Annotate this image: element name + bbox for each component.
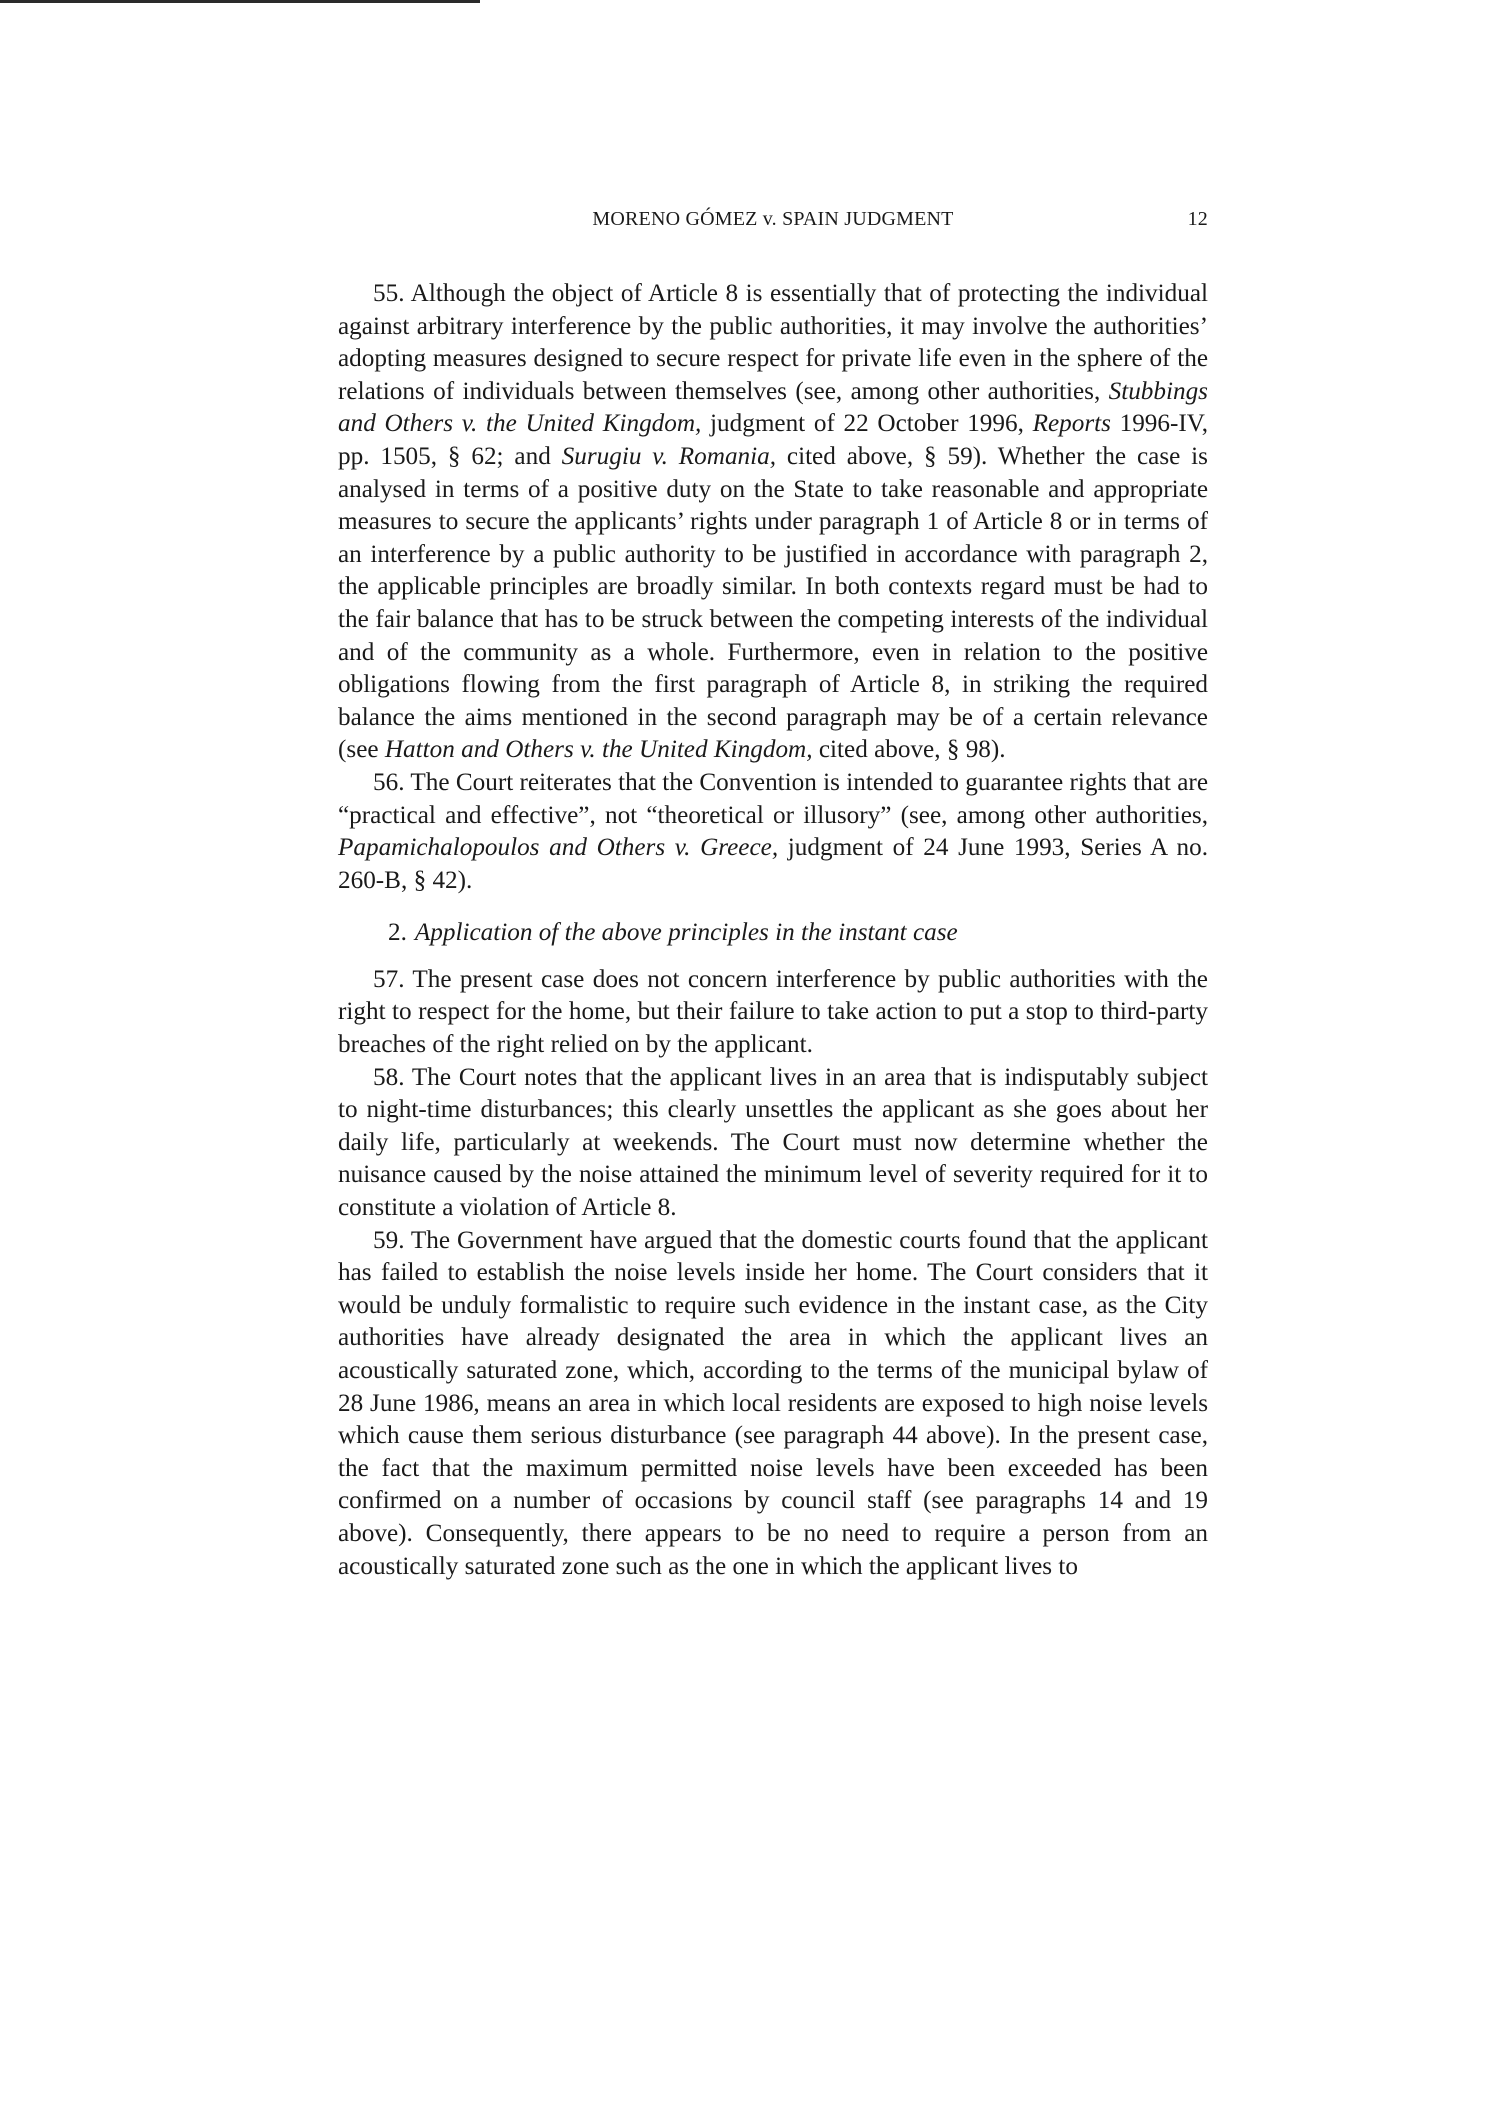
page-header: [338, 208, 1208, 238]
paragraph-56: 56. The Court reiterates that the Convention is intended to guarantee rights that are “practical and effective”, not “theoretical or illusory” (see, among other authorities, Papamichalopoulos and Others v. Greece, judgment of 24 June 1993, Series A no. 260-B, § 42).: [338, 768, 1208, 894]
case-citation: Stubbings and Others v. the United Kingdom,: [338, 377, 1208, 438]
section-number: 2.: [388, 919, 407, 947]
paragraph-57: 57. The present case does not concern interference by public authorities with the right to respect for the home, but their failure to take action to put a stop to third-party breaches of the right relied on by the applicant.: [338, 965, 1208, 1059]
section-heading: [338, 917, 1208, 950]
scan-edge-line: [0, 0, 480, 3]
running-title: MORENO GÓMEZ v. SPAIN JUDGMENT: [592, 208, 954, 230]
case-citation: Hatton and Others v. the United Kingdom,: [384, 736, 813, 764]
judgment-body: [338, 278, 1208, 1583]
reports-citation: Reports: [1032, 410, 1111, 438]
paragraph-59: 59. The Government have argued that the domestic courts found that the applicant has failed to establish the noise levels inside her home. The Court considers that it would be unduly formalistic to require such evidence in the instant case, as the City authorities have already designated the area in which the applicant lives an acoustically saturated zone, which, according to the terms of the municipal bylaw of 28 June 1986, means an area in which local residents are exposed to high noise levels which cause them serious disturbance (see paragraph 44 above). In the present case, the fact that the maximum permitted noise levels have been exceeded has been confirmed on a number of occasions by council staff (see paragraphs 14 and 19 above). Consequently, there appears to be no need to require a person from an acoustically saturated zone such as the one in which the applicant lives to: [338, 1226, 1208, 1580]
case-citation: Surugiu v. Romania,: [561, 442, 777, 470]
section-title: Application of the above principles in the instant case: [414, 919, 958, 947]
paragraph-55: 55. Although the object of Article 8 is essentially that of protecting the individual against arbitrary interference by the public authorities, it may involve the authorities’ adopting measures designed to secure respect for private life even in the sphere of the relations of individuals between themselves (see, among other authorities, Stubbings and Others v. the United Kingdom, judgment of 22 October 1996, Reports 1996-IV, pp. 1505, § 62; and Surugiu v. Romania, cited above, § 59). Whether the case is analysed in terms of a positive duty on the State to take reasonable and appropriate measures to secure the applicants’ rights under paragraph 1 of Article 8 or in terms of an interference by a public authority to be justified in accordance with paragraph 2, the applicable principles are broadly similar. In both contexts regard must be had to the fair balance that has to be struck between the competing interests of the individual and of the community as a whole. Furthermore, even in relation to the positive obligations flowing from the first paragraph of Article 8, in striking the required balance the aims mentioned in the second paragraph may be of a certain relevance (see Hatton and Others v. the United Kingdom, cited above, § 98).: [338, 280, 1209, 764]
case-citation: Papamichalopoulos and Others v. Greece,: [338, 834, 779, 862]
paragraph-58: 58. The Court notes that the applicant lives in an area that is indisputably subject to night-time disturbances; this clearly unsettles the applicant as she goes about her daily life, particularly at weekends. The Court must now determine whether the nuisance caused by the noise attained the minimum level of severity required for it to constitute a violation of Article 8.: [338, 1063, 1208, 1222]
page-number: 12: [1187, 208, 1208, 230]
